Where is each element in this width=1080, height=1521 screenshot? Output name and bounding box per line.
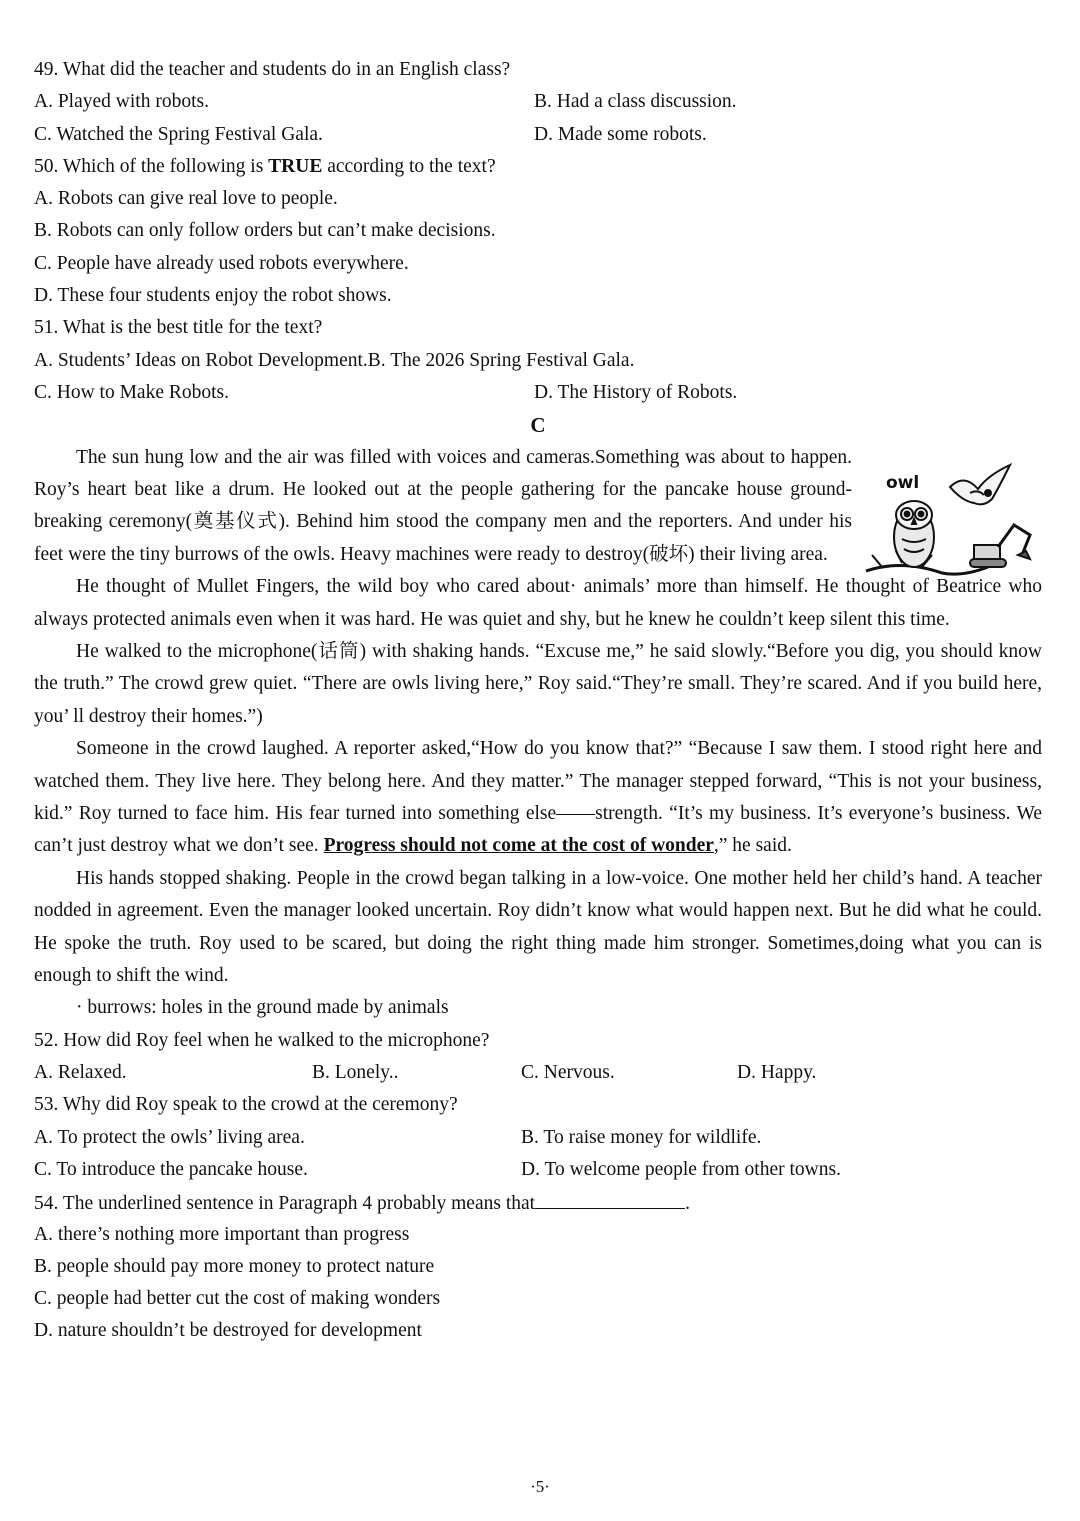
q53-question: 53. Why did Roy speak to the crowd at the ceremony? [34,1094,458,1116]
passage-paragraph-3: He walked to the microphone(话筒) with shaking hands. “Excuse me,” he said slowly.“Before you dig, you should know the truth.” The crowd grew quiet. “There are owls living here,” Roy said.“They’re small. They’re scared. And if you build here, you’ ll destroy their homes.”) [34,641,1042,727]
q49-question: 49. What did the teacher and students do in an English class? [34,59,511,80]
q50-option-a: A. Robots can give real love to people. [34,188,338,210]
branch-icon [866,565,988,574]
q50-option-c: C. People have already used robots everywhere. [34,252,409,274]
q49-option-a: A. Played with robots. [34,91,209,113]
q54-question [34,1186,1042,1218]
q50-question-post: according to the text? [322,155,496,177]
q52-options [34,1057,1042,1089]
owl-label: owl [886,473,920,493]
q51-option-d: D. The History of Robots. [534,381,738,403]
q54-option-a: A. there’s nothing more important than progress [34,1223,410,1245]
q52-option-a: A. Relaxed. [34,1062,127,1084]
q50-option-b: B. Robots can only follow orders but can’t make decisions. [34,220,496,242]
q53-option-b: B. To raise money for wildlife. [521,1126,762,1148]
passage-paragraph-5: His hands stopped shaking. People in the crowd began talking in a low-voice. One mother held her child’s hand. A teacher nodded in agreement. Even the manager looked uncertain. Roy didn’t know what would happen next. But he did what he could. He spoke the truth. Roy used to be scared, but doing the right thing made him stronger. Sometimes,doing what you can is enough to shift the wind. [34,867,1042,987]
q52-option-c: C. Nervous. [521,1062,615,1084]
q49-option-c: C. Watched the Spring Festival Gala. [34,123,323,145]
q52-question: 52. How did Roy feel when he walked to the microphone? [34,1029,490,1051]
q53-option-d: D. To welcome people from other towns. [521,1158,841,1180]
owl-illustration [862,459,1042,581]
passage-paragraph-2: He thought of Mullet Fingers, the wild boy who cared about· animals’ more than himself. He thought of Beatrice who always protected animals even when it was hard. He was quiet and shy, but he knew he couldn’t keep silent this time. [34,576,1042,630]
excavator-icon [970,525,1030,567]
q53-option-c: C. To introduce the pancake house. [34,1158,308,1180]
q52-option-b: B. Lonely.. [312,1062,399,1084]
q50-option-d: D. These four students enjoy the robot shows. [34,285,392,307]
passage-paragraph-4 [34,733,1042,863]
q49-option-d: D. Made some robots. [534,123,707,145]
q53-options-cd [34,1154,1042,1186]
underlined-sentence: Progress should not come at the cost of wonder [323,835,714,857]
paragraph-4-end: ,” he said. [713,835,792,857]
q49-options-ab [34,86,1042,118]
paragraph-4-text: Someone in the crowd laughed. A reporter asked,“How do you know that?” “Because I saw them. I stood right here and watched them. They live here. They belong here. And they matter.” The manager stepped forward, “This is not your business, kid.” Roy turned to face him. His fear turned into something else——strength. “It’s my business. It’s everyone’s business. We can’t just destroy what we don’t see. [34,738,1042,857]
q51-question: 51. What is the best title for the text? [34,317,323,339]
q50-question [34,151,1042,183]
q51-options-cd [34,377,1042,409]
q49-option-b: B. Had a class discussion. [534,91,737,113]
q50-question-pre: 50. Which of the following is [34,155,269,177]
passage-paragraph-1: The sun hung low and the air was filled with voices and cameras.Something was about to happen. Roy’s heart beat like a drum. He looked out at the people gathering for the pancake house ground-breaking ceremony(奠基仪式). Behind him stood the company men and the reporters. And under his feet were the tiny burrows of the owls. Heavy machines were ready to destroy(破坏) their living area. [34,446,852,565]
q54-option-c: C. people had better cut the cost of making wonders [34,1288,441,1310]
flying-owl-icon [950,465,1010,504]
footnote: · burrows: holes in the ground made by animals [76,997,449,1019]
q54-option-b: B. people should pay more money to protect nature [34,1255,435,1277]
exam-page [34,54,1042,1348]
q54-question-text: 54. The underlined sentence in Paragraph 4 probably means that [34,1193,536,1215]
q49-options-cd [34,119,1042,151]
page-number: ·5· [530,1477,550,1496]
q51-option-ab: A. Students’ Ideas on Robot Development.B. The 2026 Spring Festival Gala. [34,349,635,371]
q52-option-d: D. Happy. [737,1062,817,1084]
q54-question-end: . [685,1193,690,1215]
q50-question-bold: TRUE [268,155,323,177]
perched-owl-icon [894,501,934,567]
q51-option-c: C. How to Make Robots. [34,381,229,403]
answer-blank [535,1186,685,1209]
q53-options-ab [34,1122,1042,1154]
q54-option-d: D. nature shouldn’t be destroyed for development [34,1320,422,1342]
section-c-title: C [530,413,546,438]
q53-option-a: A. To protect the owls’ living area. [34,1126,305,1148]
